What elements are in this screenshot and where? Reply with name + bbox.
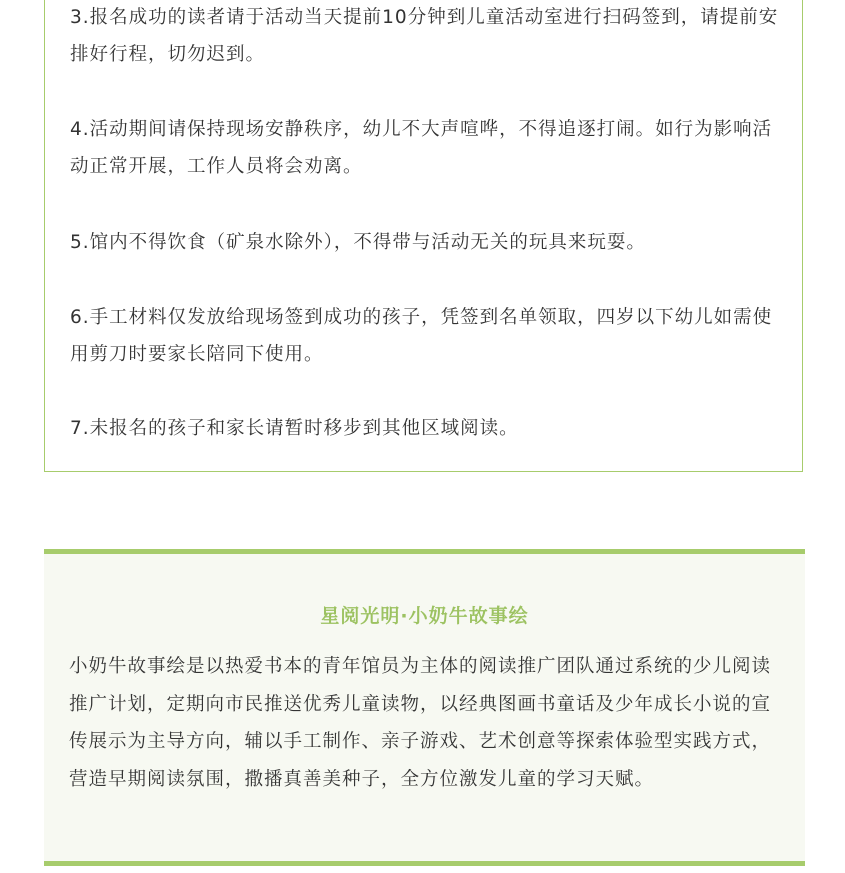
section-top-divider [44,549,805,554]
section-description: 小奶牛故事绘是以热爱书本的青年馆员为主体的阅读推广团队通过系统的少儿阅读推广计划，定期向市民推送优秀儿童读物，以经典图画书童话及少年成长小说的宣传展示为主导方向，辅以手工制作、亲子游戏、艺术创意等探索体验型实践方式，营造早期阅读氛围，撒播真善美种子，全方位激发儿童的学习天赋。 [69,656,772,790]
rule-item-7: 7.未报名的孩子和家长请暂时移步到其他区域阅读。 [70,418,519,439]
rule-item-4: 4.活动期间请保持现场安静秩序，幼儿不大声喧哗，不得追逐打闹。如行为影响活动正常开展，工作人员将会劝离。 [70,119,773,177]
story-intro-section [44,549,805,866]
activity-rules-box [44,0,803,472]
section-title: 星阅光明·小奶牛故事绘 [320,605,529,627]
section-bottom-divider [44,861,805,866]
rule-item-6: 6.手工材料仅发放给现场签到成功的孩子，凭签到名单领取，四岁以下幼儿如需使用剪刀时要家长陪同下使用。 [70,307,773,365]
rule-item-5: 5.馆内不得饮食（矿泉水除外），不得带与活动无关的玩具来玩耍。 [70,232,646,253]
rule-item-3: 3.报名成功的读者请于活动当天提前10分钟到儿童活动室进行扫码签到，请提前安排好行程，切勿迟到。 [70,7,779,65]
